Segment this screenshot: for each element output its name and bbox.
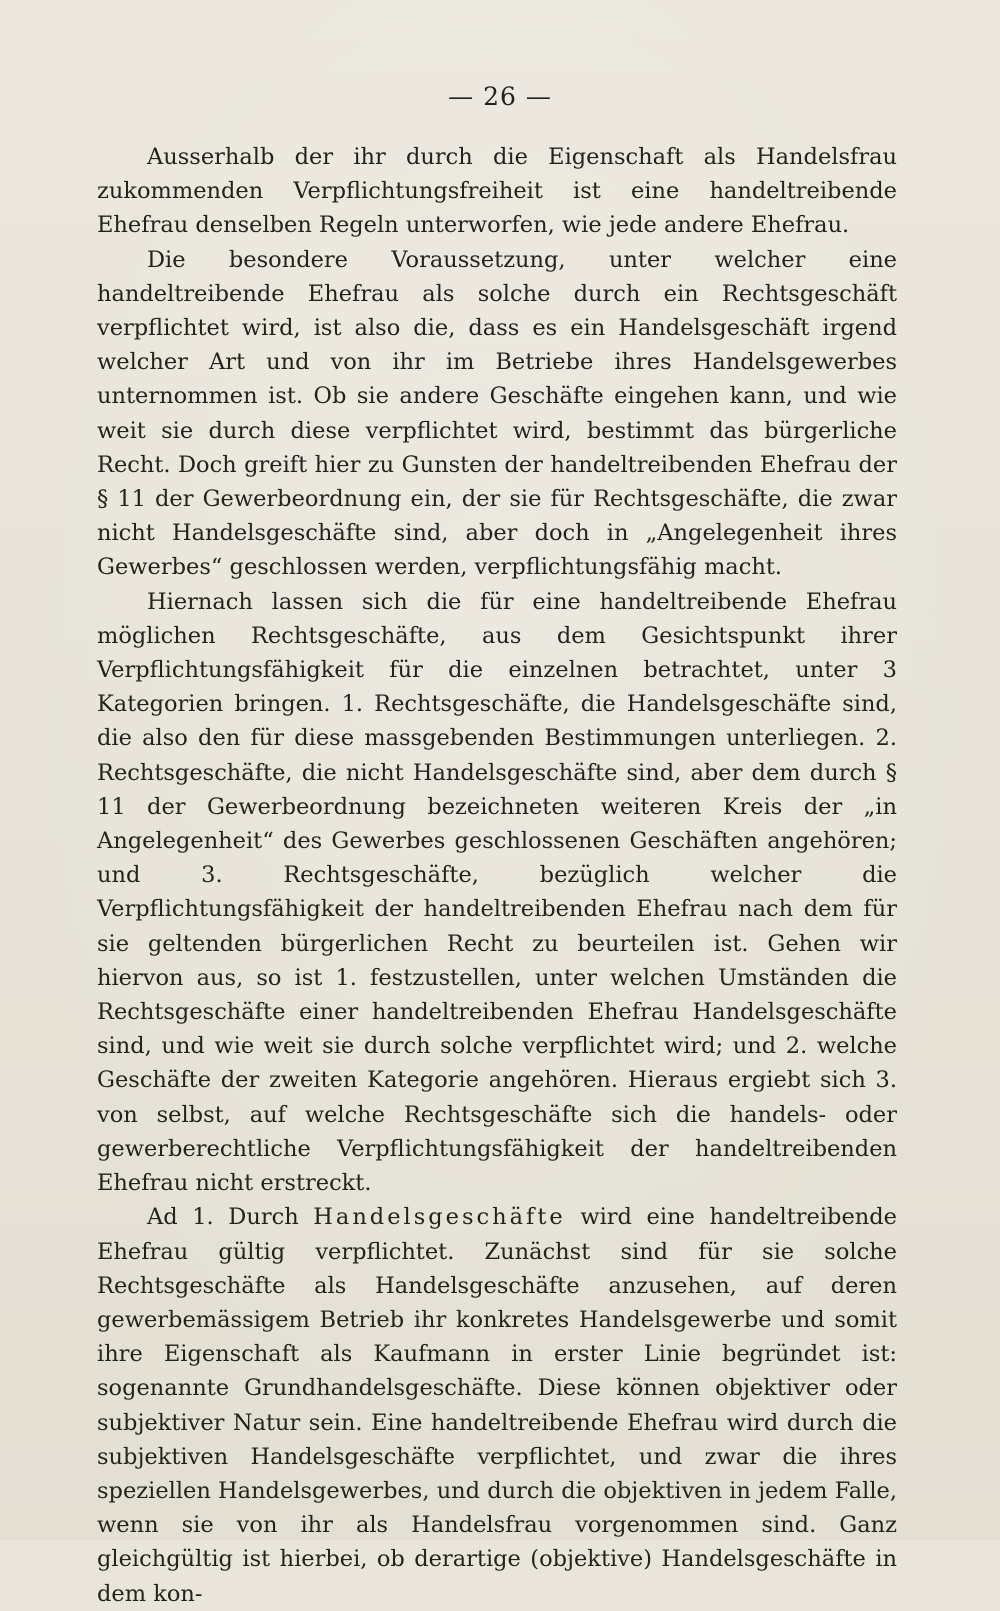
- page-body-text: [97, 140, 897, 1611]
- paragraph-2: Die besondere Voraussetzung, unter welcher eine handeltreibende Ehefrau als solche durch ein Rechtsgeschäft verpflichtet wird, ist also die, dass es ein Handelsgeschäft irgend welcher Art und von ihr im Betriebe ihres Handelsgewerbes unternommen ist. Ob sie andere Geschäfte eingehen kann, und wie weit sie durch diese verpflichtet wird, bestimmt das bürgerliche Recht. Doch greift hier zu Gunsten der handeltreibenden Ehefrau der § 11 der Gewerbeordnung ein, der sie für Rechtsgeschäfte, die zwar nicht Handelsgeschäfte sind, aber doch in „Angelegenheit ihres Gewerbes“ geschlossen werden, verpflichtungsfähig macht.: [97, 246, 897, 581]
- page-number: — 26 —: [448, 82, 552, 111]
- paragraph-1: Ausserhalb der ihr durch die Eigenschaft als Handelsfrau zukommenden Verpflichtungsfreiheit ist eine handeltreibende Ehefrau denselben Regeln unterworfen, wie jede andere Ehefrau.: [97, 144, 897, 239]
- paragraph-4-text: wird eine handeltreibende Ehefrau gültig verpflichtet. Zunächst sind für sie solche Rechtsgeschäfte als Handelsgeschäfte anzusehen, auf deren gewerbemässigem Betrieb ihr konkretes Handelsgewerbe und somit ihre Eigenschaft als Kaufmann in erster Linie begründet ist: sogenannte Grundhandelsgeschäfte. Diese können objektiver oder subjektiver Natur sein. Eine handeltreibende Ehefrau wird durch die subjektiven Handelsgeschäfte verpflichtet, und zwar die ihres speziellen Handelsgewerbes, und durch die objektiven in jedem Falle, wenn sie von ihr als Handelsfrau vorgenommen sind. Ganz gleichgültig ist hierbei, ob derartige (objektive) Handelsgeschäfte in dem kon-: [97, 1204, 897, 1607]
- paragraph-3: Hiernach lassen sich die für eine handeltreibende Ehefrau möglichen Rechtsgeschäfte, aus dem Gesichtspunkt ihrer Verpflichtungsfähigkeit für die einzelnen betrachtet, unter 3 Kategorien bringen. 1. Rechtsgeschäfte, die Handelsgeschäfte sind, die also den für diese massgebenden Bestimmungen unterliegen. 2. Rechtsgeschäfte, die nicht Handelsgeschäfte sind, aber dem durch § 11 der Gewerbeordnung bezeichneten weiteren Kreis der „in Angelegenheit“ des Gewerbes geschlossenen Geschäften angehören; und 3. Rechtsgeschäfte, bezüglich welcher die Verpflichtungsfähigkeit der handeltreibenden Ehefrau nach dem für sie geltenden bürgerlichen Recht zu beurteilen ist. Gehen wir hiervon aus, so ist 1. festzustellen, unter welchen Umständen die Rechtsgeschäfte einer handeltreibenden Ehefrau Handelsgeschäfte sind, und wie weit sie durch solche verpflichtet wird; und 2. welche Geschäfte der zweiten Kategorie angehören. Hieraus ergiebt sich 3. von selbst, auf welche Rechtsgeschäfte sich die handels- oder gewerberechtliche Verpflichtungsfähigkeit der handeltreibenden Ehefrau nicht erstreckt.: [97, 588, 897, 1197]
- paragraph-4: [97, 1200, 897, 1610]
- paragraph-4-emphasis: Handelsgeschäfte: [313, 1204, 566, 1231]
- paragraph-4-lead: Ad 1. Durch: [147, 1204, 314, 1231]
